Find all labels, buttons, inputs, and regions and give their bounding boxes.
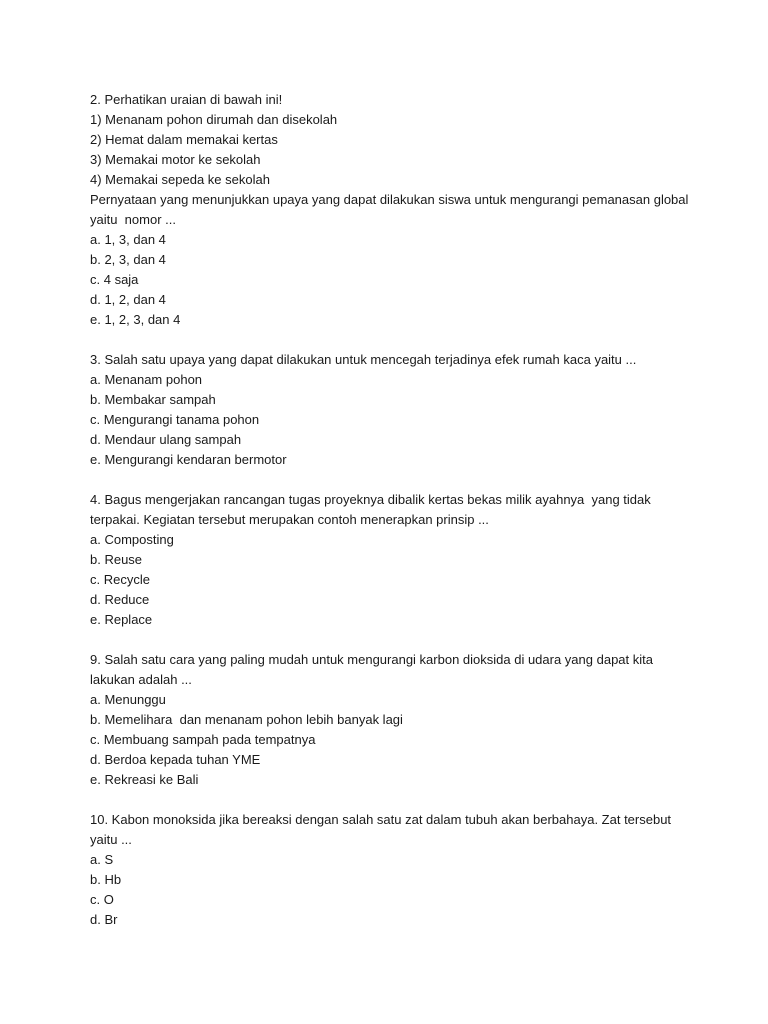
answer-option: a. Composting (90, 532, 174, 547)
answer-option: c. Mengurangi tanama pohon (90, 412, 260, 427)
question-4 (90, 490, 690, 630)
answer-option: b. Hb (90, 872, 122, 887)
document-page (90, 90, 690, 930)
question-text: 3. Salah satu upaya yang dapat dilakukan untuk mencegah terjadinya efek rumah kaca yaitu ... (90, 352, 637, 367)
answer-option: a. 1, 3, dan 4 (90, 232, 166, 247)
question-2 (90, 90, 690, 330)
question-10 (90, 810, 690, 930)
answer-option: e. 1, 2, 3, dan 4 (90, 312, 181, 327)
question-text: 4. Bagus mengerjakan rancangan tugas proyeknya dibalik kertas bekas milik ayahnya yang tidak (90, 492, 651, 507)
answer-option: b. Reuse (90, 552, 143, 567)
question-9 (90, 650, 690, 790)
answer-option: c. Recycle (90, 572, 150, 587)
answer-option: b. Memelihara dan menanam pohon lebih banyak lagi (90, 712, 403, 727)
question-prompt: Pernyataan yang menunjukkan upaya yang dapat dilakukan siswa untuk mengurangi pemanasan global (90, 192, 689, 207)
answer-option: e. Replace (90, 612, 153, 627)
answer-option: a. Menunggu (90, 692, 166, 707)
answer-option: d. Reduce (90, 592, 150, 607)
question-3 (90, 350, 690, 470)
answer-option: c. Membuang sampah pada tempatnya (90, 732, 316, 747)
answer-option: d. Mendaur ulang sampah (90, 432, 242, 447)
statement-item: 1) Menanam pohon dirumah dan disekolah (90, 112, 338, 127)
question-text: terpakai. Kegiatan tersebut merupakan contoh menerapkan prinsip ... (90, 512, 489, 527)
question-text: 2. Perhatikan uraian di bawah ini! (90, 92, 283, 107)
answer-option: d. 1, 2, dan 4 (90, 292, 166, 307)
statement-item: 2) Hemat dalam memakai kertas (90, 132, 278, 147)
answer-option: a. S (90, 852, 114, 867)
answer-option: b. 2, 3, dan 4 (90, 252, 166, 267)
question-text: 10. Kabon monoksida jika bereaksi dengan salah satu zat dalam tubuh akan berbahaya. Zat tersebut (90, 812, 672, 827)
answer-option: c. 4 saja (90, 272, 139, 287)
statement-item: 4) Memakai sepeda ke sekolah (90, 172, 270, 187)
answer-option: d. Berdoa kepada tuhan YME (90, 752, 261, 767)
answer-option: a. Menanam pohon (90, 372, 203, 387)
question-text: yaitu ... (90, 832, 132, 847)
answer-option: e. Rekreasi ke Bali (90, 772, 199, 787)
question-text: 9. Salah satu cara yang paling mudah untuk mengurangi karbon dioksida di udara yang dapat kita (90, 652, 653, 667)
question-prompt: yaitu nomor ... (90, 212, 176, 227)
answer-option: e. Mengurangi kendaran bermotor (90, 452, 287, 467)
answer-option: b. Membakar sampah (90, 392, 216, 407)
statement-item: 3) Memakai motor ke sekolah (90, 152, 261, 167)
answer-option: d. Br (90, 912, 118, 927)
question-text: lakukan adalah ... (90, 672, 192, 687)
answer-option: c. O (90, 892, 114, 907)
